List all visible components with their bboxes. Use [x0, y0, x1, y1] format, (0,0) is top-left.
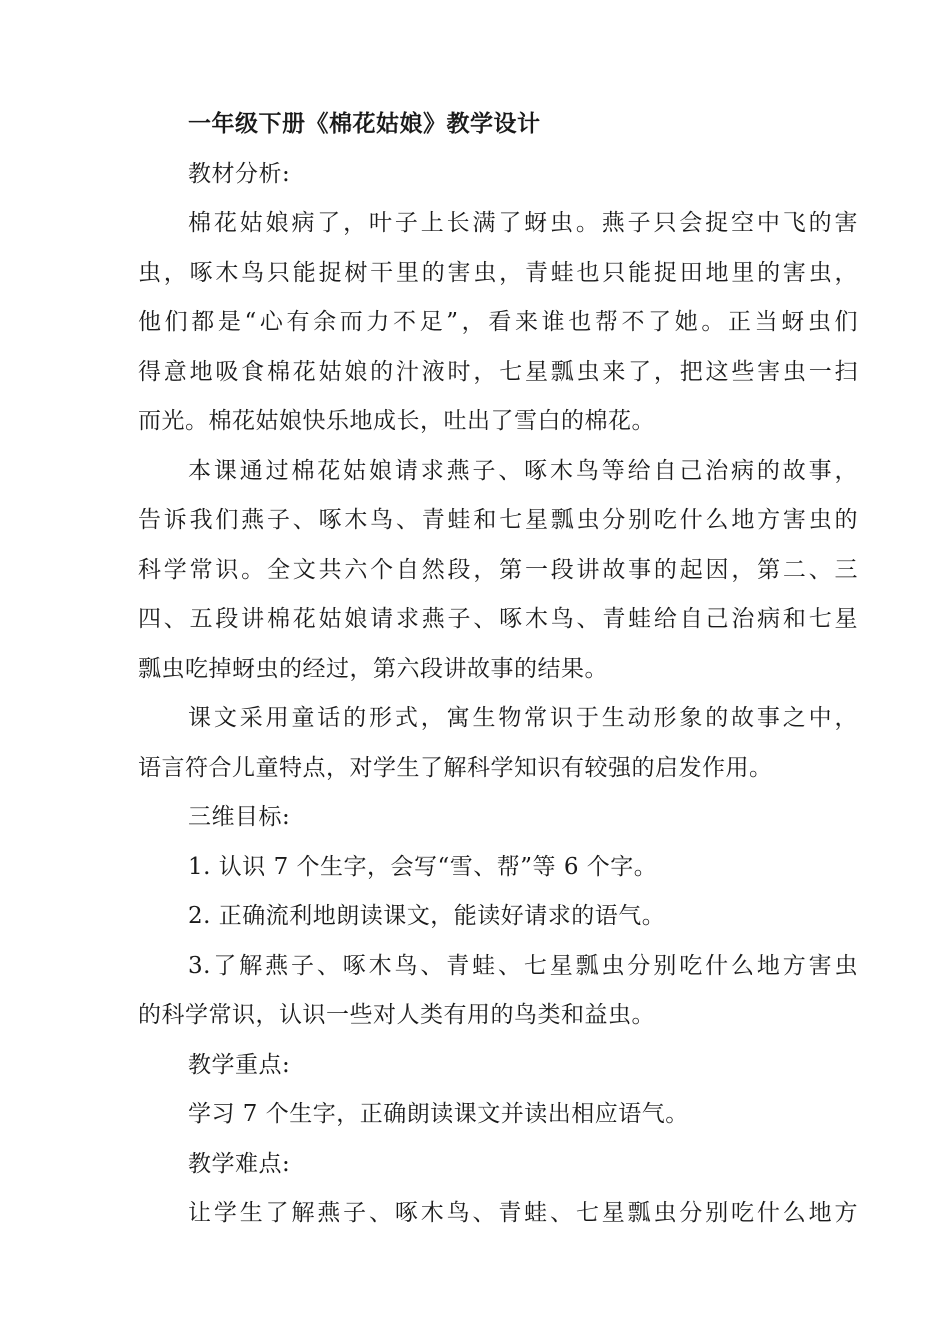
text-line: 告诉我们燕子、啄木鸟、青蛙和七星瓢虫分别吃什么地方害虫的 [138, 507, 858, 533]
text-line: 四、五段讲棉花姑娘请求燕子、啄木鸟、青蛙给自己治病和七星 [138, 606, 858, 632]
text-line: 的科学常识，认识一些对人类有用的鸟类和益虫。 [138, 1002, 655, 1028]
text-line: 课文采用童话的形式，寓生物常识于生动形象的故事之中， [188, 705, 858, 731]
text-line: 他们都是“心有余而力不足”，看来谁也帮不了她。正当蚜虫们 [138, 309, 858, 335]
goals-label: 三维目标: [188, 804, 291, 830]
analysis-paragraph-1 [138, 199, 858, 447]
text-line: 科学常识。全文共六个自然段，第一段讲故事的起因，第二、三 [138, 556, 858, 583]
text-line: 得意地吸食棉花姑娘的汁液时，七星瓢虫来了，把这些害虫一扫 [138, 358, 858, 385]
difficulty-text: 让学生了解燕子、啄木鸟、青蛙、七星瓢虫分别吃什么地方 [188, 1200, 858, 1226]
goal-item-2: 2. 正确流利地朗读课文，能读好请求的语气。 [188, 903, 666, 929]
analysis-paragraph-3 [138, 694, 858, 793]
analysis-label: 教材分析: [188, 160, 291, 187]
difficulty-label: 教学难点: [188, 1150, 291, 1177]
key-point-label: 教学重点: [188, 1051, 291, 1078]
text-line: 本课通过棉花姑娘请求燕子、啄木鸟等给自己治病的故事， [188, 457, 858, 484]
text-line: 棉花姑娘病了，叶子上长满了蚜虫。燕子只会捉空中飞的害 [188, 210, 858, 236]
goal-item-3 [138, 942, 858, 1041]
key-point-text: 学习 7 个生字，正确朗读课文并读出相应语气。 [188, 1101, 689, 1127]
document-title: 一年级下册《棉花姑娘》教学设计 [188, 111, 541, 137]
analysis-paragraph-2 [138, 447, 858, 695]
text-line: 虫，啄木鸟只能捉树干里的害虫，青蛙也只能捉田地里的害虫， [138, 259, 858, 286]
text-line: 瓢虫吃掉蚜虫的经过，第六段讲故事的结果。 [138, 655, 608, 682]
document-page [138, 100, 858, 1239]
text-line: 而光。棉花姑娘快乐地成长，吐出了雪白的棉花。 [138, 408, 655, 434]
text-line: 语言符合儿童特点，对学生了解科学知识有较强的启发作用。 [138, 754, 773, 781]
goal-item-1: 1. 认识 7 个生字，会写“雪、帮”等 6 个字。 [188, 853, 658, 880]
text-line: 3.了解燕子、啄木鸟、青蛙、七星瓢虫分别吃什么地方害虫 [188, 952, 858, 979]
